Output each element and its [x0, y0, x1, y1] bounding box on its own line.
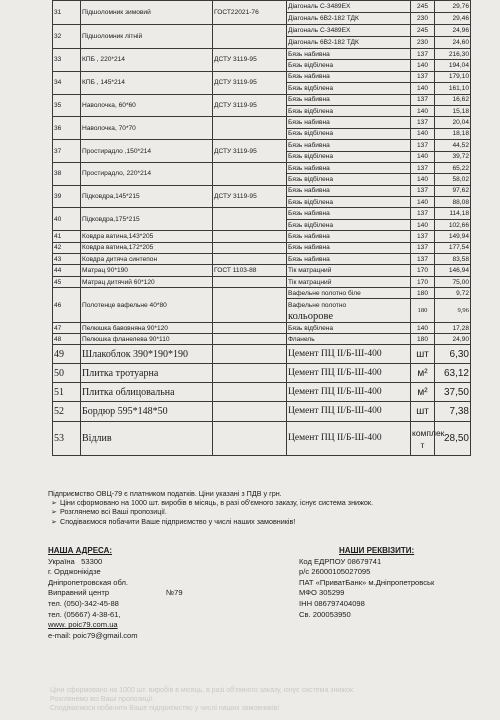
- bullet-discount: ➢ Ціни сформовано на 1000 шт. виробів в місяць, в разі об'ємного заказу, існує система знижок.: [48, 498, 488, 507]
- item-price: 37,50: [435, 383, 471, 402]
- item-price: 6,30: [435, 345, 471, 364]
- item-name: Полотенце вафельне 40*80: [81, 288, 213, 323]
- item-standard: ДСТУ 3119-95: [213, 94, 287, 117]
- item-price: 58,02: [435, 174, 471, 185]
- email-link[interactable]: e-mail: poic79@gmail.com: [48, 630, 138, 640]
- item-price: 15,18: [435, 105, 471, 116]
- item-fabric: Бязь відбілена: [287, 60, 411, 71]
- item-standard: [213, 162, 287, 185]
- item-number: 42: [53, 242, 81, 253]
- item-standard: ДСТУ 3119-95: [213, 49, 287, 72]
- bank-name: ПАТ «ПриватБанк» м.Дніпропетровськ: [299, 577, 435, 587]
- item-fabric: Тік матрацний: [287, 276, 411, 287]
- item-standard: [213, 364, 287, 383]
- item-standard: [213, 254, 287, 265]
- item-width: 137: [411, 140, 435, 151]
- item-standard: [213, 383, 287, 402]
- item-fabric: Фланель: [287, 334, 411, 345]
- item-unit: комплек т: [411, 422, 435, 456]
- item-number: 32: [53, 25, 81, 49]
- table-row: [53, 185, 471, 196]
- item-fabric: Цемент ПЦ ІІ/Б-Ш-400: [287, 383, 411, 402]
- item-standard: ГОСТ22021-76: [213, 1, 287, 25]
- table-row: [53, 25, 471, 37]
- item-width: 180: [411, 288, 435, 299]
- item-name: Шлакоблок 390*190*190: [81, 345, 213, 364]
- table-row: [53, 288, 471, 299]
- item-fabric: Діагональ 6В2-182 ТДК: [287, 37, 411, 49]
- item-name: Матрац 90*190: [81, 265, 213, 276]
- table-row: [53, 422, 471, 456]
- table-row: [53, 162, 471, 173]
- table-row: [53, 231, 471, 242]
- bullet-arrow-icon: ➢: [50, 498, 58, 508]
- item-fabric: Бязь набивна: [287, 71, 411, 82]
- item-standard: ДСТУ 3119-95: [213, 71, 287, 94]
- edrpou-code: Код ЕДРПОУ 08679741: [299, 556, 382, 566]
- item-price: 177,54: [435, 242, 471, 253]
- item-name: Простирадло, 220*214: [81, 162, 213, 185]
- item-number: 46: [53, 288, 81, 323]
- item-name: Наволочка, 70*70: [81, 117, 213, 140]
- table-row: [53, 254, 471, 265]
- center-number: №79: [166, 588, 183, 598]
- item-price: 9,96: [435, 299, 471, 323]
- item-fabric: Бязь набивна: [287, 254, 411, 265]
- item-width: 170: [411, 265, 435, 276]
- item-name: Підшоломник зимовий: [81, 1, 213, 25]
- zip-code: 53300: [81, 556, 103, 566]
- item-fabric: Бязь набивна: [287, 231, 411, 242]
- item-number: 52: [53, 402, 81, 422]
- item-price: 102,66: [435, 219, 471, 230]
- phone-2: тел. (05667) 4-38-61,: [48, 609, 121, 619]
- item-price: 18,18: [435, 128, 471, 139]
- item-price: 114,18: [435, 208, 471, 219]
- item-price: 216,30: [435, 49, 471, 60]
- item-fabric: Бязь відбілена: [287, 174, 411, 185]
- tax-note: Підприємство ОВЦ-79 є платником податків. Ціни указані з ПДВ у грн.: [48, 489, 282, 498]
- item-width: 137: [411, 254, 435, 265]
- item-price: 146,94: [435, 265, 471, 276]
- item-number: 43: [53, 254, 81, 265]
- item-fabric: Вафельне полотно кольорове: [287, 299, 411, 323]
- item-name: Ковдра ватина,172*205: [81, 242, 213, 253]
- item-fabric: Цемент ПЦ ІІ/Б-Ш-400: [287, 364, 411, 383]
- item-width: 180: [411, 299, 435, 323]
- item-name: Матрац дитячий 60*120: [81, 276, 213, 287]
- certificate-number: Св. 200053950: [299, 609, 351, 619]
- table-row: [53, 383, 471, 402]
- item-fabric: Бязь відбілена: [287, 128, 411, 139]
- item-fabric: Цемент ПЦ ІІ/Б-Ш-400: [287, 402, 411, 422]
- item-unit: шт: [411, 345, 435, 364]
- address-block: [48, 546, 183, 641]
- item-standard: [213, 288, 287, 323]
- item-number: 50: [53, 364, 81, 383]
- item-width: 137: [411, 185, 435, 196]
- item-number: 49: [53, 345, 81, 364]
- item-unit: шт: [411, 402, 435, 422]
- item-price: 28,50: [435, 422, 471, 456]
- item-price: 24,60: [435, 37, 471, 49]
- item-number: 38: [53, 162, 81, 185]
- item-price: 24,96: [435, 25, 471, 37]
- item-price: 24,90: [435, 334, 471, 345]
- item-standard: [213, 242, 287, 253]
- item-fabric: Вафельне полотно біле: [287, 288, 411, 299]
- item-price: 63,12: [435, 364, 471, 383]
- item-price: 161,10: [435, 83, 471, 94]
- item-standard: [213, 422, 287, 456]
- item-number: 47: [53, 323, 81, 334]
- item-fabric: Діагональ С-3489ЕХ: [287, 1, 411, 13]
- item-fabric: Бязь відбілена: [287, 197, 411, 208]
- item-width: 137: [411, 208, 435, 219]
- item-fabric: Бязь відбілена: [287, 151, 411, 162]
- item-number: 36: [53, 117, 81, 140]
- item-width: 137: [411, 162, 435, 173]
- item-standard: ДСТУ 3119-95: [213, 185, 287, 208]
- item-name: Пелюшка бавовняна 90*120: [81, 323, 213, 334]
- item-price: 44,52: [435, 140, 471, 151]
- item-price: 97,62: [435, 185, 471, 196]
- item-width: 140: [411, 151, 435, 162]
- item-width: 140: [411, 128, 435, 139]
- item-price: 29,46: [435, 13, 471, 25]
- item-name: Наволочка, 60*60: [81, 94, 213, 117]
- item-price: 194,04: [435, 60, 471, 71]
- item-fabric: Бязь відбілена: [287, 105, 411, 116]
- table-row: [53, 364, 471, 383]
- item-name: Пелюшка фланелева 90*110: [81, 334, 213, 345]
- item-price: 65,22: [435, 162, 471, 173]
- item-name: Простирадло ,150*214: [81, 140, 213, 163]
- item-width: 137: [411, 71, 435, 82]
- item-number: 44: [53, 265, 81, 276]
- item-width: 137: [411, 231, 435, 242]
- table-row: [53, 242, 471, 253]
- table-row: [53, 323, 471, 334]
- item-standard: [213, 25, 287, 49]
- item-standard: [213, 208, 287, 231]
- item-price: 149,94: [435, 231, 471, 242]
- item-standard: [213, 117, 287, 140]
- item-fabric: Бязь набивна: [287, 208, 411, 219]
- item-width: 230: [411, 13, 435, 25]
- item-fabric: Бязь відбілена: [287, 323, 411, 334]
- item-width: 140: [411, 105, 435, 116]
- item-price: 88,08: [435, 197, 471, 208]
- item-number: 33: [53, 49, 81, 72]
- table-row: [53, 49, 471, 60]
- inn-code: ІНН 086797404098: [299, 598, 365, 608]
- table-row: [53, 402, 471, 422]
- item-fabric: Бязь набивна: [287, 140, 411, 151]
- item-number: 40: [53, 208, 81, 231]
- item-price: 39,72: [435, 151, 471, 162]
- table-row: [53, 140, 471, 151]
- city: г. Орджонікідзе: [48, 567, 101, 577]
- item-width: 170: [411, 276, 435, 287]
- item-name: Підшоломник літній: [81, 25, 213, 49]
- item-width: 140: [411, 323, 435, 334]
- item-number: 51: [53, 383, 81, 402]
- item-price: 16,62: [435, 94, 471, 105]
- table-row: [53, 345, 471, 364]
- bullet-arrow-icon: ➢: [50, 507, 58, 517]
- item-width: 137: [411, 94, 435, 105]
- item-name: КПБ , 220*214: [81, 49, 213, 72]
- item-name: Ковдра дитяча синтепон: [81, 254, 213, 265]
- item-price: 83,58: [435, 254, 471, 265]
- notes-block: [48, 489, 488, 526]
- item-width: 140: [411, 83, 435, 94]
- item-price: 7,38: [435, 402, 471, 422]
- item-width: 137: [411, 49, 435, 60]
- item-number: 35: [53, 94, 81, 117]
- price-table: [52, 0, 471, 456]
- item-width: 140: [411, 174, 435, 185]
- item-standard: ДСТУ 3119-95: [213, 140, 287, 163]
- item-fabric: Бязь набивна: [287, 117, 411, 128]
- item-unit: м²: [411, 383, 435, 402]
- item-price: 9,72: [435, 288, 471, 299]
- item-number: 37: [53, 140, 81, 163]
- item-standard: [213, 334, 287, 345]
- center-label: Виправний центр: [48, 588, 110, 598]
- item-unit: м²: [411, 364, 435, 383]
- item-name: Ковдра ватина,143*205: [81, 231, 213, 242]
- item-name: Підковдра,175*215: [81, 208, 213, 231]
- item-width: 245: [411, 25, 435, 37]
- item-number: 34: [53, 71, 81, 94]
- item-number: 45: [53, 276, 81, 287]
- item-fabric: Діагональ С-3489ЕХ: [287, 25, 411, 37]
- item-fabric: Бязь набивна: [287, 49, 411, 60]
- country: Україна: [48, 556, 75, 566]
- bleed-through-text: Ціни сформовано на 1000 шт. виробів в місяць, в разі об'ємного заказу, існує система знижок. Розглянемо всі Ваші пропозиції. Сподіваємося побачити Ваше підприємство у числі наших замовників!: [50, 687, 355, 712]
- item-fabric: Бязь набивна: [287, 94, 411, 105]
- item-standard: [213, 402, 287, 422]
- table-row: [53, 71, 471, 82]
- requisites-block: [299, 546, 434, 620]
- item-price: 179,10: [435, 71, 471, 82]
- item-width: 140: [411, 197, 435, 208]
- table-row: [53, 94, 471, 105]
- bullet-arrow-icon: ➢: [50, 516, 58, 526]
- item-fabric: Бязь набивна: [287, 162, 411, 173]
- region: Дніпропетровская обл.: [48, 577, 129, 587]
- item-fabric: Бязь відбілена: [287, 219, 411, 230]
- item-standard: [213, 323, 287, 334]
- item-price: 29,76: [435, 1, 471, 13]
- item-standard: [213, 231, 287, 242]
- table-row: [53, 334, 471, 345]
- price-table-body: [53, 1, 471, 456]
- item-width: 230: [411, 37, 435, 49]
- item-standard: [213, 345, 287, 364]
- item-fabric: Бязь набивна: [287, 185, 411, 196]
- item-number: 41: [53, 231, 81, 242]
- item-fabric: Цемент ПЦ ІІ/Б-Ш-400: [287, 345, 411, 364]
- bank-account: р/с 26000105027095: [299, 567, 371, 577]
- table-row: [53, 117, 471, 128]
- item-width: 140: [411, 219, 435, 230]
- item-price: 75,00: [435, 276, 471, 287]
- item-name: Підковдра,145*215: [81, 185, 213, 208]
- item-name: Бордюр 595*148*50: [81, 402, 213, 422]
- item-fabric: Цемент ПЦ ІІ/Б-Ш-400: [287, 422, 411, 456]
- item-number: 39: [53, 185, 81, 208]
- address-title: НАША АДРЕСА:: [48, 546, 113, 555]
- item-width: 140: [411, 60, 435, 71]
- item-fabric: Діагональ 6В2-182 ТДК: [287, 13, 411, 25]
- item-width: 137: [411, 242, 435, 253]
- item-fabric: Бязь набивна: [287, 242, 411, 253]
- table-row: [53, 208, 471, 219]
- item-price: 17,28: [435, 323, 471, 334]
- requisites-title: НАШИ РЕКВІЗИТИ:: [339, 546, 415, 555]
- table-row: [53, 276, 471, 287]
- bullet-customers: ➢ Сподіваємося побачити Ваше підприємство у числі наших замовників!: [48, 517, 488, 526]
- item-name: КПБ , 145*214: [81, 71, 213, 94]
- item-width: 137: [411, 117, 435, 128]
- website-link[interactable]: www. poic79.com.ua: [48, 620, 118, 630]
- table-row: [53, 1, 471, 13]
- bullet-proposals: ➢ Розглянемо всі Ваші пропозиції.: [48, 507, 488, 516]
- item-standard: [213, 276, 287, 287]
- item-standard: ГОСТ 1103-88: [213, 265, 287, 276]
- phone-1: тел. (050)-342-45-88: [48, 598, 119, 608]
- item-width: 180: [411, 334, 435, 345]
- item-fabric: Бязь відбілена: [287, 83, 411, 94]
- table-row: [53, 265, 471, 276]
- item-name: Плитка тротуарна: [81, 364, 213, 383]
- item-number: 31: [53, 1, 81, 25]
- item-number: 48: [53, 334, 81, 345]
- item-name: Відлив: [81, 422, 213, 456]
- mfo-code: МФО 305299: [299, 588, 345, 598]
- item-width: 245: [411, 1, 435, 13]
- item-price: 20,04: [435, 117, 471, 128]
- item-number: 53: [53, 422, 81, 456]
- item-name: Плитка облицовальна: [81, 383, 213, 402]
- item-fabric: Тік матрацний: [287, 265, 411, 276]
